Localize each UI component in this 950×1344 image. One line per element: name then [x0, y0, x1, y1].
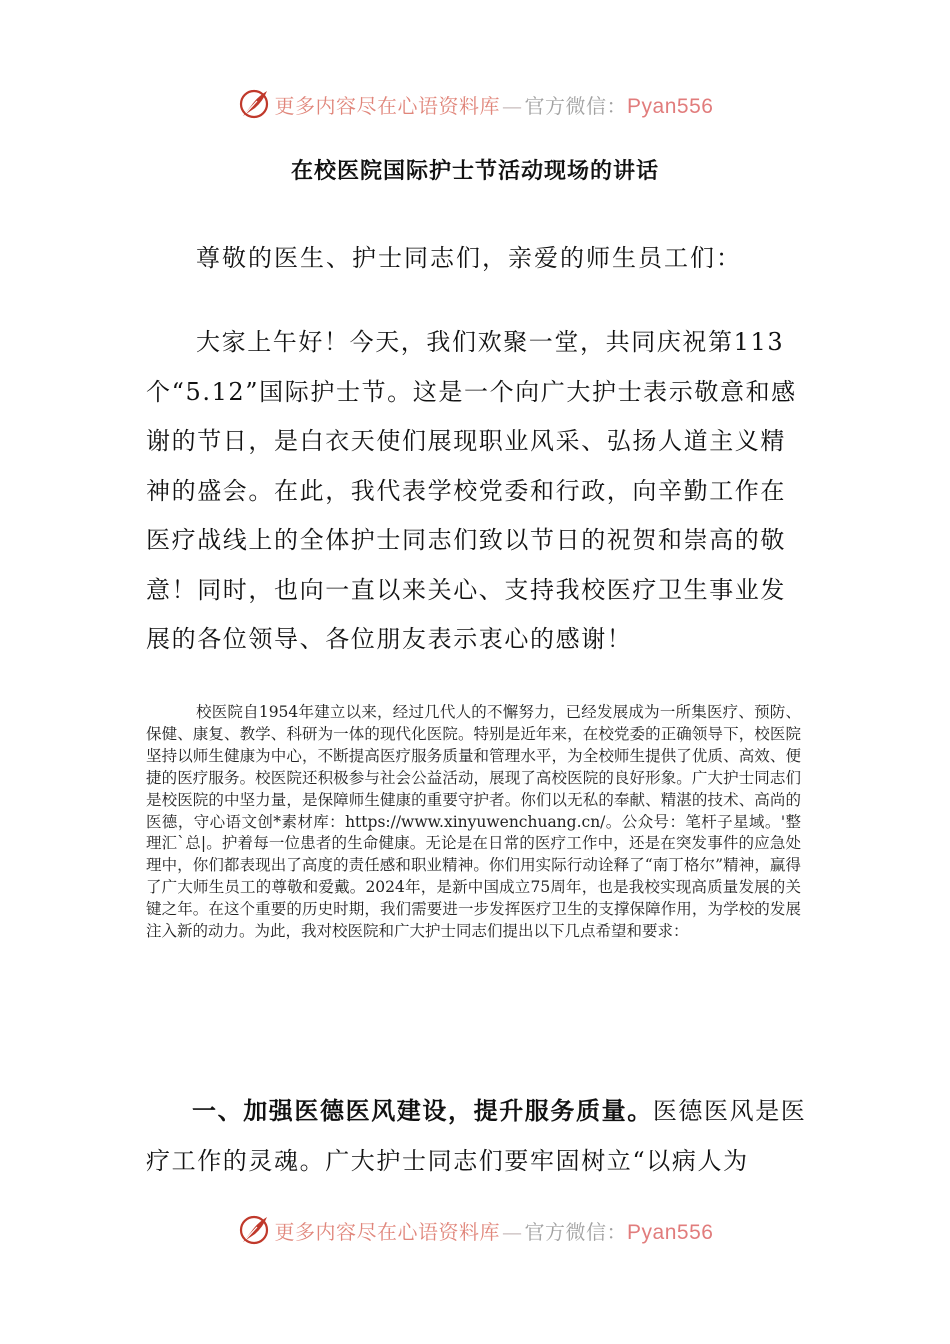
paragraph-point-one — [146, 1086, 810, 1186]
banner-wechat-id: Pyan556 — [627, 94, 714, 118]
banner-prefix: 更多内容尽在心语资料库 — [274, 93, 501, 118]
footer-banner — [0, 1210, 950, 1250]
point-one-body: 医德医风是医疗工作的灵魂。广大护士同志们要牢固树立“以病人为 — [146, 1097, 807, 1175]
paragraph-opening: 大家上午好！今天，我们欢聚一堂，共同庆祝第113个“5.12”国际护士节。这是一个向广大护士表示敬意和感谢的节日，是白衣天使们展现职业风采、弘扬人道主义精神的盛会。在此，我代表学校党委和行政，向辛勤工作在医疗战线上的全体护士同志们致以节日的祝贺和崇高的敬意！同时，也向一直以来关心、支持我校医疗卫生事业发展的各位领导、各位朋友表示衷心的感谢！ — [146, 328, 797, 653]
banner-wechat-id: Pyan556 — [627, 1220, 714, 1244]
banner-prefix: 更多内容尽在心语资料库 — [274, 1219, 501, 1244]
banner-middle: 官方微信： — [524, 93, 628, 118]
paragraph-history: 校医院自1954年建立以来，经过几代人的不懈努力，已经发展成为一所集医疗、预防、保健、康复、教学、科研为一体的现代化医院。特别是近年来，在校党委的正确领导下，校医院坚持以师生健康为中心，不断提高医疗服务质量和管理水平，为全校师生提供了优质、高效、便捷的医疗服务。校医院还积极参与社会公益活动，展现了高校医院的良好形象。广大护士同志们是校医院的中坚力量，是保障师生健康的重要守护者。你们以无私的奉献、精湛的技术、高尚的医德，守心语文创*素材库：https://www.xinyuwenchuang.cn/。公众号：笔杆子星域。'整理汇`总|。护着每一位患者的生命健康。无论是在日常的医疗工作中，还是在突发事件的应急处理中，你们都表现出了高度的责任感和职业精神。你们用实际行动诠释了“南丁格尔”精神，赢得了广大师生员工的尊敬和爱戴。2024年，是新中国成立75周年，也是我校实现高质量发展的关键之年。在这个重要的历史时期，我们需要进一步发挥医疗卫生的支撑保障作用，为学校的发展注入新的动力。为此，我对校医院和广大护士同志们提出以下几点希望和要求： — [146, 703, 801, 941]
banner-middle: 官方微信： — [524, 1219, 628, 1244]
quill-pen-circle-icon — [237, 87, 271, 121]
document-title: 在校医院国际护士节活动现场的讲话 — [290, 158, 659, 184]
salutation: 尊敬的医生、护士同志们，亲爱的师生员工们： — [196, 244, 742, 272]
banner-text — [275, 1216, 714, 1245]
header-banner — [0, 84, 950, 124]
banner-separator: — — [502, 93, 523, 118]
quill-pen-circle-icon — [237, 1213, 271, 1247]
banner-separator: — — [502, 1219, 523, 1244]
banner-text — [275, 90, 714, 119]
point-one-heading: 一、加强医德医风建设，提升服务质量。 — [192, 1096, 653, 1125]
